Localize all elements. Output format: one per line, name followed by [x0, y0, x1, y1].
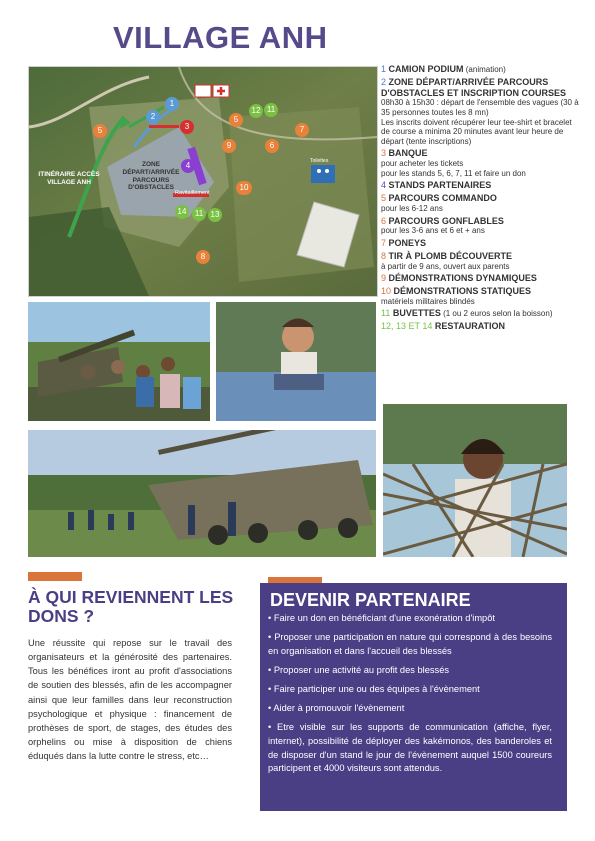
legend-item-detail: 08h30 à 15h30 : départ de l'ensemble des vagues (30 à 35 personnes toutes les 8 mn) [381, 98, 579, 117]
map-marker: 5 [229, 113, 243, 127]
legend-item [381, 180, 581, 191]
legend-item-label: STANDS PARTENAIRES [388, 180, 492, 191]
photo-child-obstacle [216, 302, 376, 421]
legend-item-number: 7 [381, 237, 387, 248]
legend-item-heading [381, 273, 581, 284]
legend-item-label: PONEYS [388, 237, 427, 248]
page-title: VILLAGE ANH [113, 20, 328, 55]
map-marker: 6 [265, 139, 279, 153]
map-marker: 12 [249, 104, 263, 118]
map-marker: 13 [208, 208, 222, 222]
legend-item [381, 148, 581, 178]
legend-item-detail: pour acheter les tickets [381, 159, 464, 169]
photo-armored-vehicles-crowd [28, 430, 376, 557]
partner-item: • Proposer une activité au profit des blessés [268, 664, 450, 675]
map-marker: 9 [222, 139, 236, 153]
partner-item: • Faire un don en bénéficiant d'une exonération d'impôt [268, 613, 495, 623]
legend-item-heading [381, 216, 581, 227]
map-marker: 14 [175, 205, 189, 219]
legend-item-heading [381, 308, 581, 319]
legend-item-label: BANQUE [388, 148, 428, 159]
legend-item-heading [381, 321, 581, 332]
legend-item [381, 308, 581, 319]
legend-item-number: 9 [381, 273, 387, 284]
map-marker: 8 [196, 250, 210, 264]
partner-item: • Etre visible sur les supports de communication (affiche, flyer, internet), possibilité de déployer des kakémonos, des banderoles et de disposer d'un stand le jour de l'évènement auquel 1500 coureurs participent et 4000 visiteurs sont attendus. [268, 721, 552, 774]
map-marker: 1 [165, 97, 179, 111]
legend-item-number: 12, 13 ET 14 [381, 321, 433, 332]
partner-item: • Proposer une participation en nature qui correspond à des besoins en organisation et dans l'accueil des blessés [268, 631, 552, 656]
dons-title: À QUI REVIENNENT LES DONS ? [28, 587, 234, 627]
legend-item-label: DÉMONSTRATIONS STATIQUES [393, 285, 532, 296]
legend-item-detail: Les inscrits doivent récupérer leur tee-shirt et bracelet de course a minima 20 minutes avant leur heure de départ (tente inscriptions) [381, 117, 572, 146]
legend-item [381, 251, 581, 271]
legend-item [381, 216, 581, 236]
legend-item-heading [381, 251, 581, 262]
legend-item-detail: pour les 6-12 ans [381, 203, 443, 213]
legend-item-heading [381, 180, 581, 191]
accent-bar-dons [28, 572, 82, 581]
partner-title: DEVENIR PARTENAIRE [270, 590, 471, 610]
map-marker: 2 [146, 110, 160, 124]
legend-item-label: DÉMONSTRATIONS DYNAMIQUES [388, 273, 537, 284]
legend-item-suffix: (animation) [463, 65, 506, 74]
legend-item-heading [381, 64, 581, 75]
legend-item-label: CAMION PODIUM [388, 64, 464, 74]
legend-item-label: TIR À PLOMB DÉCOUVERTE [388, 250, 513, 261]
legend-item [381, 321, 581, 332]
legend-item [381, 273, 581, 284]
legend-item [381, 193, 581, 213]
map-marker: 10 [236, 181, 252, 195]
legend-item-number: 11 [381, 308, 391, 319]
photo-armored-vehicle-group [28, 302, 210, 421]
legend-item-suffix: (1 ou 2 euros selon la boisson) [440, 309, 553, 319]
legend-item-heading [381, 77, 581, 99]
partner-item: • Aider à promouvoir l'évènement [268, 702, 405, 713]
map-legend [381, 64, 581, 334]
legend-item-detail: pour les 3-6 ans et 6 et + ans [381, 226, 485, 236]
legend-item-number: 6 [381, 215, 387, 226]
partner-list [268, 612, 552, 781]
legend-item-number: 8 [381, 250, 387, 261]
legend-item [381, 64, 581, 75]
map-label-toilettes: Toilettes [310, 158, 329, 164]
accent-bar-partner [268, 577, 322, 583]
legend-item [381, 286, 581, 306]
legend-item-heading [381, 238, 581, 249]
legend-item-number: 5 [381, 193, 387, 204]
map-marker: 7 [295, 123, 309, 137]
legend-item-number: 4 [381, 180, 387, 191]
legend-item [381, 77, 581, 147]
photo-girl-net [383, 404, 567, 557]
legend-item-number: 2 [381, 76, 387, 87]
legend-item-heading [381, 148, 581, 159]
legend-item-label: RESTAURATION [434, 321, 506, 332]
legend-item-detail: à partir de 9 ans, ouvert aux parents [381, 261, 510, 271]
legend-item-number: 3 [381, 148, 387, 159]
legend-item-number: 10 [381, 285, 392, 296]
map-label-itineraire: ITINÉRAIRE ACCÈS VILLAGE ANH [38, 171, 100, 186]
map-marker: 11 [264, 103, 278, 117]
map-label-zone: ZONE DÉPART/ARRIVÉE PARCOURS D'OBSTACLES [122, 161, 180, 192]
legend-item-detail: pour les stands 5, 6, 7, 11 et faire un don [381, 168, 526, 178]
legend-item-label: BUVETTES [392, 308, 441, 319]
site-map [28, 66, 378, 297]
legend-item-label: PARCOURS COMMANDO [388, 193, 497, 204]
map-label-ravitaillement: Ravitaillement [175, 190, 210, 196]
legend-item-detail: matériels militaires blindés [381, 296, 475, 306]
legend-item-heading [381, 193, 581, 204]
legend-item-number: 1 [381, 64, 387, 74]
map-marker: 11 [192, 207, 206, 221]
map-marker: 5 [93, 124, 107, 138]
legend-item-heading [381, 286, 581, 297]
legend-item [381, 238, 581, 249]
legend-item-label: PARCOURS GONFLABLES [388, 215, 504, 226]
legend-item-label: ZONE DÉPART/ARRIVÉE PARCOURS D'OBSTACLES ET INSCRIPTION COURSES [381, 76, 566, 98]
partner-item: • Faire participer une ou des équipes à l'évènement [268, 683, 480, 694]
map-marker: 4 [181, 159, 195, 173]
map-marker: 3 [180, 120, 194, 134]
dons-body: Une réussite qui repose sur le travail des organisateurs et la générosité des partenaires. Tous les bénéfices iront au profit d'associations de soutien des blessés, afin de les accompagner ainsi que leur familles dans leur reconstruction psychologique et physique : financement de prothèses de sport, de stages, des études des orphelins ou mise à disposition de chiens éduqués dans la lutte contre le stress, etc… [28, 638, 232, 761]
